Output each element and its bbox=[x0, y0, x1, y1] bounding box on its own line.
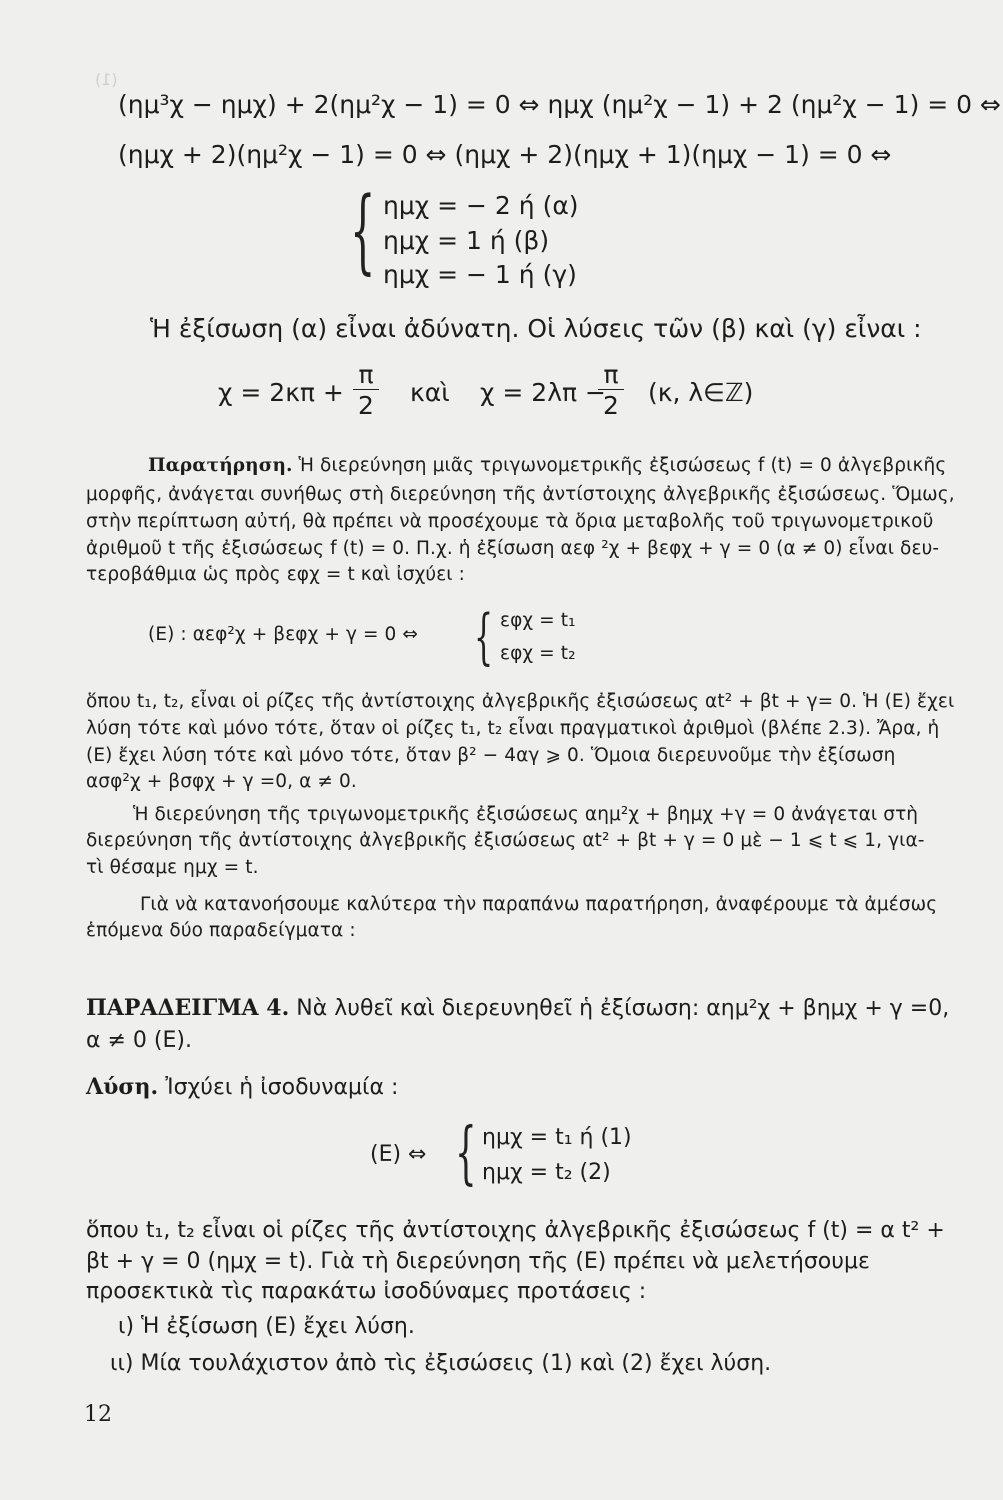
system3-left: (Ε) ⇔ bbox=[370, 1142, 427, 1167]
example-title: ΠΑΡΑΔΕΙΓΜΑ 4. bbox=[86, 995, 290, 1021]
final-line-2: βt + γ = 0 (ημχ = t). Γιὰ τὴ διερεύνηση τῆς (Ε) πρέπει νὰ μελετήσουμε bbox=[86, 1249, 870, 1274]
after-line-2: λύση τότε καὶ μόνο τότε, ὅταν οἱ ρίζες t₁, t₂ εἶναι πραγματικοὶ ἀριθμοὶ (βλέπε 2.3). Ἄρα, ἡ bbox=[86, 718, 940, 739]
system3-row-1: ημχ = t₁ ή (1) bbox=[482, 1125, 632, 1150]
left-brace: { bbox=[474, 603, 494, 673]
system-row-b: ημχ = 1 ή (β) bbox=[383, 226, 550, 255]
proposition-2: ιι) Μία τουλάχιστον ἀπὸ τὶς ἐξισώσεις (1) καὶ (2) ἔχει λύση. bbox=[110, 1351, 772, 1376]
after-line-3: (Ε) ἔχει λύση τότε καὶ μόνο τότε, ὅταν β² − 4αγ ⩾ 0. Ὅμοια διερευνοῦμε τὴν ἐξίσωση bbox=[86, 745, 896, 766]
bleed-through-text: (1) bbox=[95, 70, 118, 89]
fraction-denominator: 2 bbox=[603, 391, 619, 420]
after-line-1: ὅπου t₁, t₂, εἶναι οἱ ρίζες τῆς ἀντίστοιχης ἀλγεβρικῆς ἐξισώσεως αt² + βt + γ= 0. Ἡ (Ε) ἔχει bbox=[86, 691, 955, 712]
fraction-denominator: 2 bbox=[358, 391, 374, 420]
remark-line-4: ἀριθμοῦ t τῆς ἐξισώσεως f (t) = 0. Π.χ. ἡ ἐξίσωση αεφ ²χ + βεφχ + γ = 0 (α ≠ 0) εἶναι δευ- bbox=[86, 538, 940, 559]
solution-title: Λύση. bbox=[86, 1074, 159, 1100]
para2-line-1: Ἡ διερεύνηση τῆς τριγωνομετρικῆς ἐξισώσεως αημ²χ + βημχ +γ = 0 ἀνάγεται στὴ bbox=[133, 804, 919, 825]
system-row-a: ημχ = − 2 ή (α) bbox=[383, 191, 579, 220]
remark-text-1: Ἡ διερεύνηση μιᾶς τριγωνομετρικῆς ἐξισώσεως f (t) = 0 ἀλγεβρικῆς bbox=[298, 455, 947, 476]
solution-part-1: χ = 2κπ + bbox=[218, 378, 344, 407]
remark-line-2: μορφῆς, ἀνάγεται συνήθως στὴ διερεύνηση τῆς ἀντίστοιχης ἀλγεβρικῆς ἐξισώσεως. Ὅμως, bbox=[86, 484, 955, 505]
page-number: 12 bbox=[84, 1402, 112, 1427]
solution-domain: (κ, λ∈ℤ) bbox=[648, 378, 754, 407]
solution-text: Ἰσχύει ἡ ἰσοδυναμία : bbox=[165, 1075, 399, 1100]
solution-line bbox=[86, 1076, 398, 1099]
example-line-2: α ≠ 0 (Ε). bbox=[86, 1028, 192, 1053]
para3-line-2: ἑπόμενα δύο παραδείγματα : bbox=[86, 920, 356, 941]
left-brace: { bbox=[455, 1114, 477, 1194]
remark-line-3: στὴν περίπτωση αὐτή, θὰ πρέπει νὰ προσέχουμε τὰ ὅρια μεταβολῆς τοῦ τριγωνομετρικοῦ bbox=[86, 511, 934, 532]
fraction-pi-over-2-second bbox=[598, 362, 624, 418]
para2-line-2: διερεύνηση τῆς ἀντίστοιχης ἀλγεβρικῆς ἐξισώσεως αt² + βt + γ = 0 μὲ − 1 ⩽ t ⩽ 1, για- bbox=[86, 830, 925, 851]
fraction-numerator: π bbox=[603, 360, 619, 389]
remark-line-1 bbox=[148, 457, 946, 476]
remark-title: Παρατήρηση. bbox=[148, 455, 293, 476]
final-line-1: ὅπου t₁, t₂ εἶναι οἱ ρίζες τῆς ἀντίστοιχης ἀλγεβρικῆς ἐξισώσεως f (t) = α t² + bbox=[86, 1218, 945, 1243]
system2-left: (Ε) : αεφ²χ + βεφχ + γ = 0 ⇔ bbox=[148, 624, 419, 645]
proposition-1: ι) Ἡ ἐξίσωση (Ε) ἔχει λύση. bbox=[118, 1314, 415, 1339]
para2-line-3: τὶ θέσαμε ημχ = t. bbox=[86, 857, 259, 878]
para3-line-1: Γιὰ νὰ κατανοήσουμε καλύτερα τὴν παραπάνω παρατήρηση, ἀναφέρουμε τὰ ἀμέσως bbox=[140, 894, 938, 915]
impossible-statement: Ἡ ἐξίσωση (α) εἶναι ἀδύνατη. Οἱ λύσεις τῶν (β) καὶ (γ) εἶναι : bbox=[150, 314, 922, 343]
system2-row-1: εφχ = t₁ bbox=[500, 610, 576, 631]
system-row-c: ημχ = − 1 ή (γ) bbox=[383, 260, 577, 289]
solution-part-2: χ = 2λπ − bbox=[480, 378, 606, 407]
system2-row-2: εφχ = t₂ bbox=[500, 643, 576, 664]
left-brace: { bbox=[350, 179, 376, 285]
equation-line-2: (ημχ + 2)(ημ²χ − 1) = 0 ⇔ (ημχ + 2)(ημχ + 1)(ημχ − 1) = 0 ⇔ bbox=[118, 140, 892, 169]
fraction-pi-over-2 bbox=[353, 362, 379, 418]
solution-and: καὶ bbox=[410, 378, 450, 407]
final-line-3: προσεκτικὰ τὶς παρακάτω ἰσοδύναμες προτάσεις : bbox=[86, 1279, 647, 1304]
example-statement: Νὰ λυθεῖ καὶ διερευνηθεῖ ἡ ἐξίσωση: αημ²χ + βημχ + γ =0, bbox=[296, 996, 950, 1021]
remark-line-5: τεροβάθμια ὡς πρὸς εφχ = t καὶ ἰσχύει : bbox=[86, 564, 465, 585]
system3-row-2: ημχ = t₂ (2) bbox=[482, 1160, 611, 1185]
after-line-4: ασφ²χ + βσφχ + γ =0, α ≠ 0. bbox=[86, 771, 357, 792]
equation-line-1: (ημ³χ − ημχ) + 2(ημ²χ − 1) = 0 ⇔ ημχ (ημ²χ − 1) + 2 (ημ²χ − 1) = 0 ⇔ bbox=[118, 90, 1001, 119]
example-line-1 bbox=[86, 997, 949, 1020]
fraction-numerator: π bbox=[358, 360, 374, 389]
